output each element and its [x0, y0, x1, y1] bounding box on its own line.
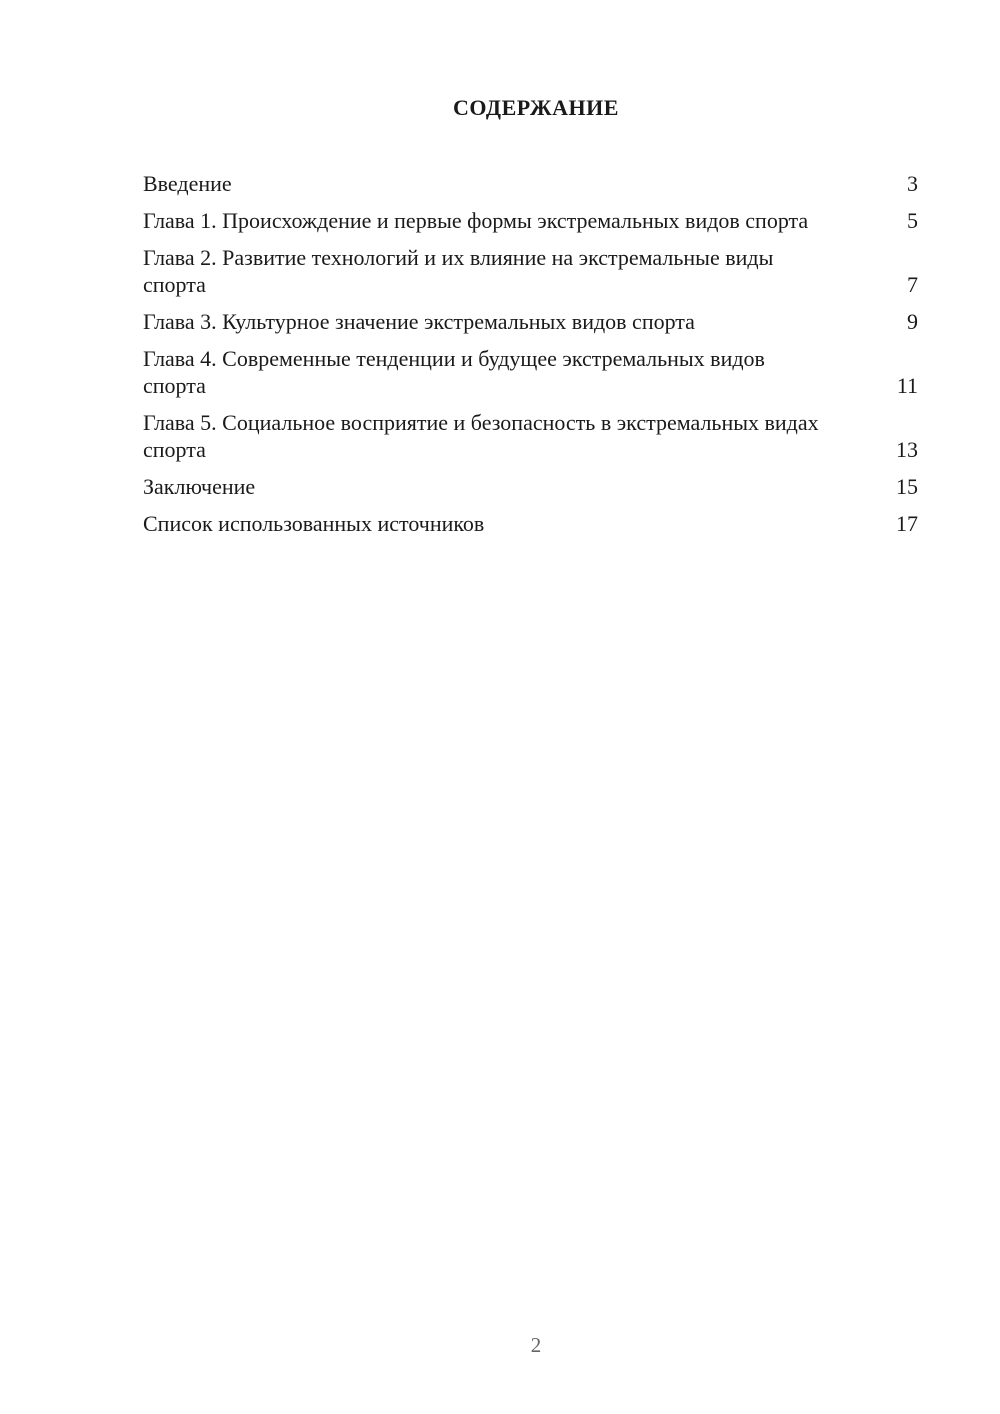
- toc-entry-introduction: [143, 170, 918, 197]
- toc-entry-references: [143, 510, 918, 537]
- toc-entry-title: Список использованных источников: [143, 511, 485, 536]
- toc-entry-page: 11: [896, 373, 918, 398]
- toc-entry-title: Глава 1. Происхождение и первые формы экстремальных видов спорта: [143, 208, 809, 233]
- toc-entry-title: Заключение: [143, 474, 256, 499]
- toc-entry-title: Глава 4. Современные тенденции и будущее экстремальных видов спорта: [143, 346, 765, 398]
- toc-entry-page: 5: [907, 208, 918, 233]
- toc-entry-page: 9: [907, 309, 918, 334]
- toc-entry-chapter-3: [143, 308, 918, 335]
- toc-entry-title: Введение: [143, 171, 232, 196]
- toc-entry-title: Глава 3. Культурное значение экстремальных видов спорта: [143, 309, 695, 334]
- toc-entry-page: 17: [896, 511, 918, 536]
- toc-entry-chapter-4: [143, 345, 918, 399]
- page-title: СОДЕРЖАНИЕ: [453, 95, 619, 120]
- toc-entry-chapter-5: [143, 409, 918, 463]
- toc-entry-page: 7: [907, 272, 918, 297]
- toc-entry-page: 13: [896, 437, 918, 462]
- toc-entry-title: Глава 5. Социальное восприятие и безопасность в экстремальных видах спорта: [143, 410, 819, 462]
- toc-entry-title: Глава 2. Развитие технологий и их влияние на экстремальные виды спорта: [143, 245, 774, 297]
- toc-entry-page: 15: [896, 474, 918, 499]
- toc-entry-conclusion: [143, 473, 918, 500]
- toc-entry-chapter-2: [143, 244, 918, 298]
- toc-entry-chapter-1: [143, 207, 918, 234]
- table-of-contents: [143, 170, 918, 547]
- page-number: 2: [530, 1333, 542, 1357]
- toc-entry-page: 3: [907, 171, 918, 196]
